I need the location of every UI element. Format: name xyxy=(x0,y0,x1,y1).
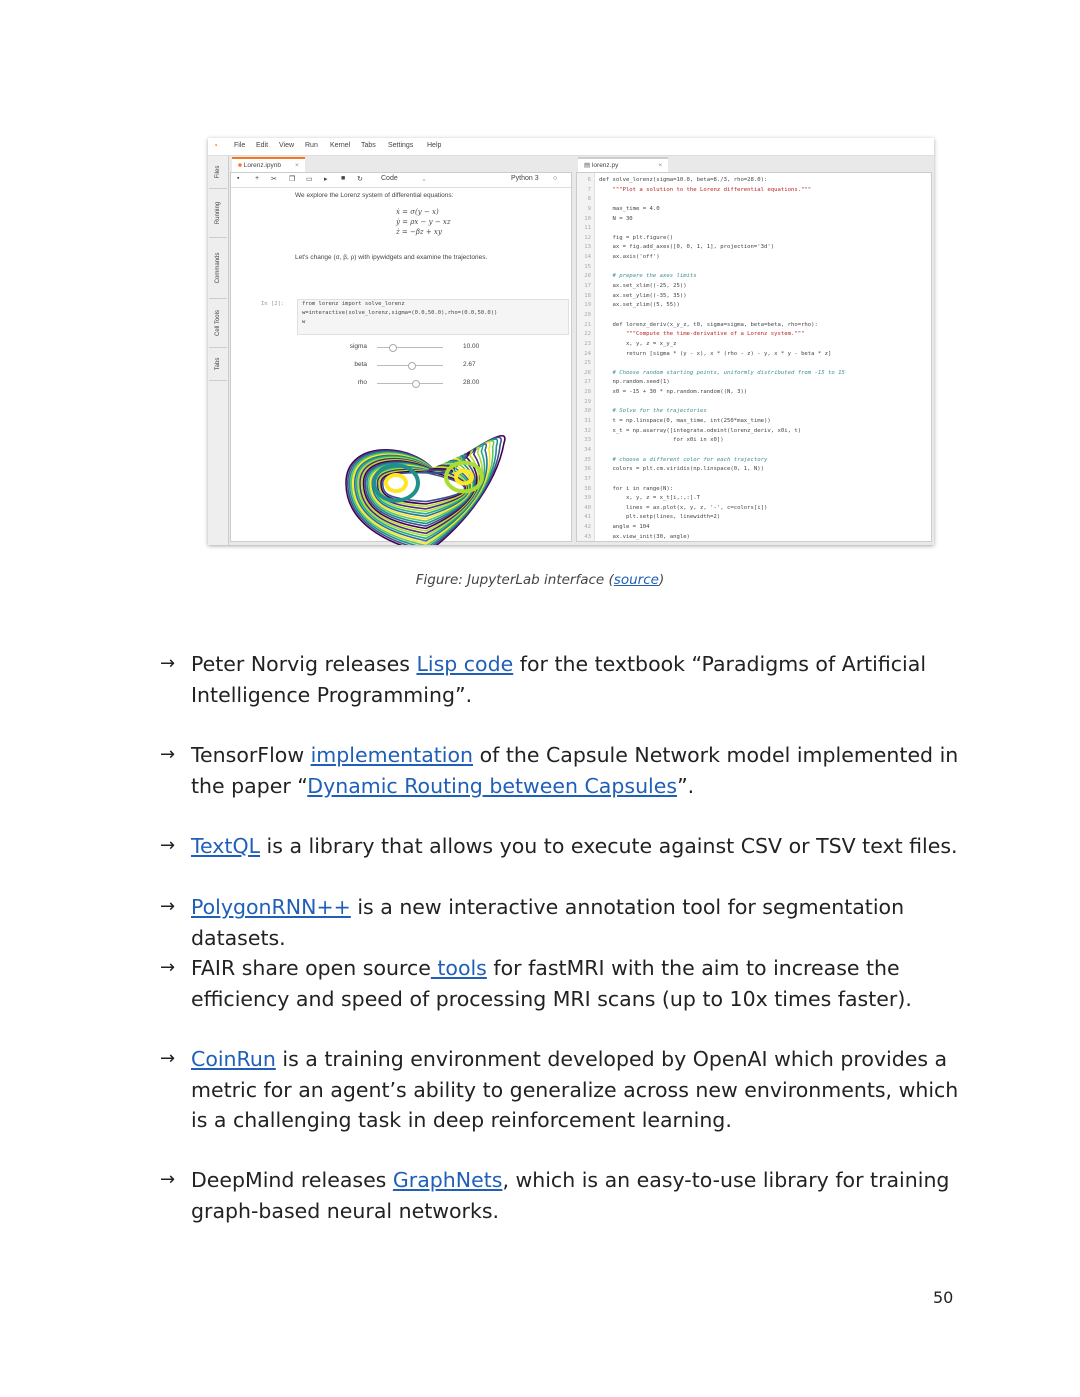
code-text: lines = ax.plot(x, y, z, '-', c=colors[i]) xyxy=(599,504,768,511)
slider-handle[interactable] xyxy=(389,344,397,352)
stop-icon[interactable]: ■ xyxy=(341,175,346,182)
code-line xyxy=(577,456,931,466)
line-number: 19 xyxy=(584,302,591,309)
notebook-toolbar xyxy=(231,173,571,188)
tab-label: Lorenz.ipynb xyxy=(243,162,281,169)
slider-value: 10.00 xyxy=(463,343,480,350)
markdown-change: Let's change (σ, β, ρ) with ipywidgets and examine the trajectories. xyxy=(295,254,488,261)
code-text: ax.view_init(30, angle) xyxy=(599,533,690,540)
code-line xyxy=(577,205,931,215)
line-number: 37 xyxy=(584,475,591,482)
code-line: from lorenz import solve_lorenz xyxy=(302,301,405,307)
kernel-name: Python 3 xyxy=(511,175,539,182)
arrow-icon: → xyxy=(160,957,176,978)
slider-label: beta xyxy=(354,361,367,368)
item-text xyxy=(191,953,960,1014)
sidebar-tab-tabs[interactable] xyxy=(209,348,227,381)
menu-help[interactable]: Help xyxy=(427,142,442,149)
slider-label: sigma xyxy=(349,343,367,350)
arrow-icon: → xyxy=(160,1048,176,1069)
item-text xyxy=(191,892,960,953)
menu-tabs[interactable]: Tabs xyxy=(361,142,376,149)
line-number: 17 xyxy=(584,283,591,290)
item-link[interactable]: TextQL xyxy=(191,834,261,858)
item-text-part: of the Capsule Network model implemented in the paper “ xyxy=(191,743,959,798)
line-number: 16 xyxy=(584,273,591,280)
line-number: 11 xyxy=(584,225,591,232)
copy-icon[interactable]: ❐ xyxy=(289,176,296,183)
notebook-panel xyxy=(230,157,572,542)
code-line xyxy=(577,494,931,504)
tab-label: lorenz.py xyxy=(591,162,619,169)
save-icon[interactable]: ▪ xyxy=(237,175,240,182)
line-number: 23 xyxy=(584,340,591,347)
code-line xyxy=(577,388,931,398)
line-number: 14 xyxy=(584,254,591,261)
line-number: 42 xyxy=(584,524,591,531)
line-number: 30 xyxy=(584,408,591,415)
line-number: 21 xyxy=(584,321,591,328)
add-cell-icon[interactable]: + xyxy=(255,175,260,182)
paste-icon[interactable]: ▭ xyxy=(306,176,313,183)
line-number: 33 xyxy=(584,437,591,444)
line-number: 28 xyxy=(584,389,591,396)
sidebar-tab-running[interactable] xyxy=(209,189,227,238)
line-number: 31 xyxy=(584,418,591,425)
item-text xyxy=(191,649,960,710)
lorenz-equations xyxy=(396,207,451,237)
list-item xyxy=(160,1044,960,1136)
slider-rho[interactable] xyxy=(311,379,511,389)
code-line xyxy=(577,330,931,340)
sidebar-tab-files[interactable] xyxy=(209,156,227,189)
menu-bar xyxy=(208,138,934,156)
item-text xyxy=(191,831,960,862)
cell-prompt: In [2]: xyxy=(261,301,285,307)
item-text-part: ”. xyxy=(677,773,695,798)
left-sidebar xyxy=(208,156,229,545)
code-text: np.random.seed(1) xyxy=(599,379,670,386)
line-number: 18 xyxy=(584,292,591,299)
line-number: 10 xyxy=(584,215,591,222)
jupyterlab-screenshot xyxy=(208,138,934,545)
slider-track[interactable] xyxy=(377,365,443,366)
menu-view[interactable]: View xyxy=(279,142,295,149)
code-text: x, y, z = x_t[i,:,:].T xyxy=(599,495,701,502)
line-number: 39 xyxy=(584,495,591,502)
sidebar-tab-label: Cell Tools xyxy=(215,310,221,336)
cell-type-select[interactable]: Code xyxy=(381,175,398,182)
code-text: x0 = -15 + 30 * np.random.random((N, 3)) xyxy=(599,389,748,396)
chevron-down-icon: ⌄ xyxy=(421,176,427,183)
code-cell[interactable] xyxy=(297,299,569,335)
code-text: def lorenz_deriv(x_y_z, t0, sigma=sigma, beta=beta, rho=rho): xyxy=(599,321,818,328)
tab-lorenz-ipynb[interactable] xyxy=(232,157,305,173)
code-line xyxy=(577,446,931,456)
item-text-part: Peter Norvig releases xyxy=(191,652,417,676)
slider-sigma[interactable] xyxy=(311,343,511,353)
code-line xyxy=(577,311,931,321)
item-text-part: FAIR share open source xyxy=(191,956,431,980)
item-link[interactable]: CoinRun xyxy=(191,1047,276,1071)
code-line: w=interactive(solve_lorenz,sigma=(0.0,50.0),rho=(0.0,50.0)) xyxy=(302,310,498,316)
item-text-part: is a training environment developed by OpenAI which provides a metric for an agent’s ability to generalize across new environments, which is a challenging task in deep reinforcement learning. xyxy=(191,1047,959,1132)
tab-lorenz-py[interactable] xyxy=(578,157,668,173)
code-text: fig = plt.figure() xyxy=(599,234,674,241)
code-text: ax.set_xlim((-25, 25)) xyxy=(599,283,687,290)
code-line xyxy=(577,282,931,292)
line-number: 20 xyxy=(584,311,591,318)
code-line xyxy=(577,513,931,523)
code-line xyxy=(577,359,931,369)
code-line xyxy=(577,176,931,186)
code-text: max_time = 4.0 xyxy=(599,205,660,212)
code-text: # choose a different color for each trajectory xyxy=(599,456,768,463)
arrow-icon: → xyxy=(160,835,176,856)
equation: ẋ = σ(y − x) xyxy=(396,208,439,216)
code-editor[interactable] xyxy=(576,172,932,542)
item-link[interactable]: GraphNets xyxy=(392,1168,503,1192)
code-line: w xyxy=(302,319,306,325)
code-text: """Compute the time-derivative of a Lorenz system.""" xyxy=(599,331,805,338)
slider-value: 2.67 xyxy=(463,361,476,368)
code-line xyxy=(577,436,931,446)
code-text: plt.setp(lines, linewidth=2) xyxy=(599,514,721,521)
item-text-part: for fastMRI with the aim to increase the efficiency and speed of processing MRI scans (up to 10x times faster). xyxy=(191,956,912,1011)
arrow-icon: → xyxy=(160,653,176,674)
list-item xyxy=(160,953,960,1014)
menu-run[interactable]: Run xyxy=(305,142,318,149)
notebook-content xyxy=(230,172,572,542)
code-line xyxy=(577,215,931,225)
code-text: N = 30 xyxy=(599,215,633,222)
attractor-core xyxy=(386,475,406,491)
line-number: 27 xyxy=(584,379,591,386)
code-line xyxy=(577,504,931,514)
jupyter-logo-icon: ◔ xyxy=(213,141,218,150)
line-number: 43 xyxy=(584,533,591,540)
code-text: ax = fig.add_axes([0, 0, 1, 1], projection='3d') xyxy=(599,244,775,251)
code-text: ax.set_zlim((5, 55)) xyxy=(599,302,680,309)
line-number: 24 xyxy=(584,350,591,357)
code-line xyxy=(577,350,931,360)
code-text: x, y, z = x_y_z xyxy=(599,340,677,347)
line-number: 22 xyxy=(584,331,591,338)
code-line xyxy=(577,263,931,273)
code-line xyxy=(577,253,931,263)
line-number: 6 xyxy=(587,177,591,183)
code-line xyxy=(577,321,931,331)
code-line xyxy=(577,533,931,543)
code-line xyxy=(577,369,931,379)
equation: ż = −βz + xy xyxy=(396,228,442,236)
arrow-icon: → xyxy=(160,744,176,765)
code-line xyxy=(577,340,931,350)
lorenz-attractor-plot xyxy=(336,413,516,545)
item-text-part: TensorFlow xyxy=(191,743,311,767)
notebook-icon: ■ xyxy=(238,162,242,169)
line-number: 40 xyxy=(584,504,591,511)
slider-handle[interactable] xyxy=(412,380,420,388)
item-link[interactable]: implementation xyxy=(310,743,474,767)
sidebar-tab-label: Tabs xyxy=(215,357,221,371)
item-text xyxy=(191,1044,960,1136)
menu-file[interactable]: File xyxy=(234,142,246,149)
item-text-part: for the textbook “Paradigms of Artificial Intelligence Programming”. xyxy=(191,652,927,707)
code-text: for x0i in x0]) xyxy=(599,437,724,444)
code-line xyxy=(577,186,931,196)
line-number: 8 xyxy=(587,196,591,203)
code-line xyxy=(577,292,931,302)
sidebar-tab-label: Running xyxy=(215,201,221,225)
code-line xyxy=(577,224,931,234)
caption-text: Figure: JupyterLab interface ( xyxy=(415,572,614,588)
caption-text: ) xyxy=(658,572,665,588)
line-number: 26 xyxy=(584,369,591,376)
item-link[interactable]: tools xyxy=(430,956,487,980)
line-number: 41 xyxy=(584,514,591,521)
slider-beta[interactable] xyxy=(311,361,511,371)
line-number: 32 xyxy=(584,427,591,434)
code-text: return [sigma * (y - x), x * (rho - z) - y, x * y - beta * z] xyxy=(599,350,832,357)
code-line xyxy=(577,465,931,475)
list-item xyxy=(160,740,960,801)
item-text xyxy=(191,1165,960,1226)
list-item xyxy=(160,892,960,953)
code-text: x_t = np.asarray([integrate.odeint(lorenz_deriv, x0i, t) xyxy=(599,427,802,434)
item-link[interactable]: PolygonRNN++ xyxy=(191,895,351,919)
code-line xyxy=(577,427,931,437)
list-item xyxy=(160,649,960,710)
line-number: 36 xyxy=(584,466,591,473)
file-icon: ▤ xyxy=(584,162,591,169)
code-line xyxy=(577,272,931,282)
code-line xyxy=(577,417,931,427)
code-line xyxy=(577,407,931,417)
line-number: 15 xyxy=(584,263,591,270)
code-line xyxy=(577,378,931,388)
item-text xyxy=(191,740,960,801)
slider-track[interactable] xyxy=(377,383,443,384)
markdown-intro: We explore the Lorenz system of differential equations: xyxy=(295,192,454,199)
code-text: for i in range(N): xyxy=(599,485,674,492)
line-number: 12 xyxy=(584,234,591,241)
menu-kernel[interactable]: Kernel xyxy=(330,142,351,149)
code-line xyxy=(577,234,931,244)
menu-edit[interactable]: Edit xyxy=(256,142,269,149)
kernel-status-icon: ○ xyxy=(553,175,558,182)
sidebar-tab-label: Commands xyxy=(215,252,221,284)
sidebar-tab-cell-tools[interactable] xyxy=(209,299,227,348)
line-number: 7 xyxy=(587,186,591,193)
arrow-icon: → xyxy=(160,1169,176,1190)
line-number: 38 xyxy=(584,485,591,492)
code-text: t = np.linspace(0, max_time, int(250*max_time)) xyxy=(599,418,771,425)
line-number: 13 xyxy=(584,244,591,251)
restart-icon[interactable]: ↻ xyxy=(357,176,363,183)
slider-value: 28.00 xyxy=(463,379,480,386)
line-number: 35 xyxy=(584,456,591,463)
editor-panel xyxy=(576,157,932,542)
item-text-part: is a new interactive annotation tool for segmentation datasets. xyxy=(191,895,905,950)
slider-track[interactable] xyxy=(377,347,443,348)
line-number: 25 xyxy=(584,360,591,367)
line-number: 9 xyxy=(587,205,591,212)
sidebar-tab-label: Files xyxy=(215,165,221,179)
code-line xyxy=(577,523,931,533)
code-line xyxy=(577,485,931,495)
code-line xyxy=(577,243,931,253)
arrow-icon: → xyxy=(160,896,176,917)
list-item xyxy=(160,1165,960,1226)
line-number: 34 xyxy=(584,446,591,453)
item-text-part: DeepMind releases xyxy=(191,1168,393,1192)
code-line xyxy=(577,475,931,485)
code-line xyxy=(577,398,931,408)
page-number: 50 xyxy=(933,1288,954,1307)
item-text-part: , which is an easy-to-use library for training graph-based neural networks. xyxy=(191,1168,950,1223)
code-line xyxy=(577,301,931,311)
code-text: ax.set_ylim((-35, 35)) xyxy=(599,292,687,299)
item-text-part: is a library that allows you to execute against CSV or TSV text files. xyxy=(260,834,958,858)
code-text: """Plot a solution to the Lorenz differential equations.""" xyxy=(599,186,812,193)
code-line xyxy=(577,195,931,205)
code-text: colors = plt.cm.viridis(np.linspace(0, 1, N)) xyxy=(599,466,765,473)
code-text: # prepare the axes limits xyxy=(599,273,697,280)
list-item xyxy=(160,831,960,862)
code-text: ax.axis('off') xyxy=(599,254,660,261)
line-number: 29 xyxy=(584,398,591,405)
equation: ẏ = ρx − y − xz xyxy=(396,218,451,226)
item-link[interactable]: Dynamic Routing between Capsules xyxy=(307,773,678,798)
cut-icon[interactable]: ✂ xyxy=(271,176,277,183)
item-link[interactable]: Lisp code xyxy=(416,652,514,676)
run-icon[interactable]: ▸ xyxy=(324,176,328,183)
source-link[interactable]: source xyxy=(613,572,659,588)
figure-caption xyxy=(0,572,1080,588)
sidebar-tab-commands[interactable] xyxy=(209,238,227,299)
close-tab-button[interactable]: × xyxy=(658,162,663,169)
code-text: angle = 104 xyxy=(599,524,650,531)
code-text: def solve_lorenz(sigma=10.0, beta=8./3, rho=28.0): xyxy=(599,177,768,183)
slider-label: rho xyxy=(357,379,367,386)
close-tab-button[interactable]: × xyxy=(294,162,299,169)
code-text: # Choose random starting points, uniformly distributed from -15 to 15 xyxy=(599,369,845,376)
code-text: # Solve for the trajectories xyxy=(599,408,707,415)
menu-settings[interactable]: Settings xyxy=(388,142,414,149)
slider-handle[interactable] xyxy=(408,362,416,370)
